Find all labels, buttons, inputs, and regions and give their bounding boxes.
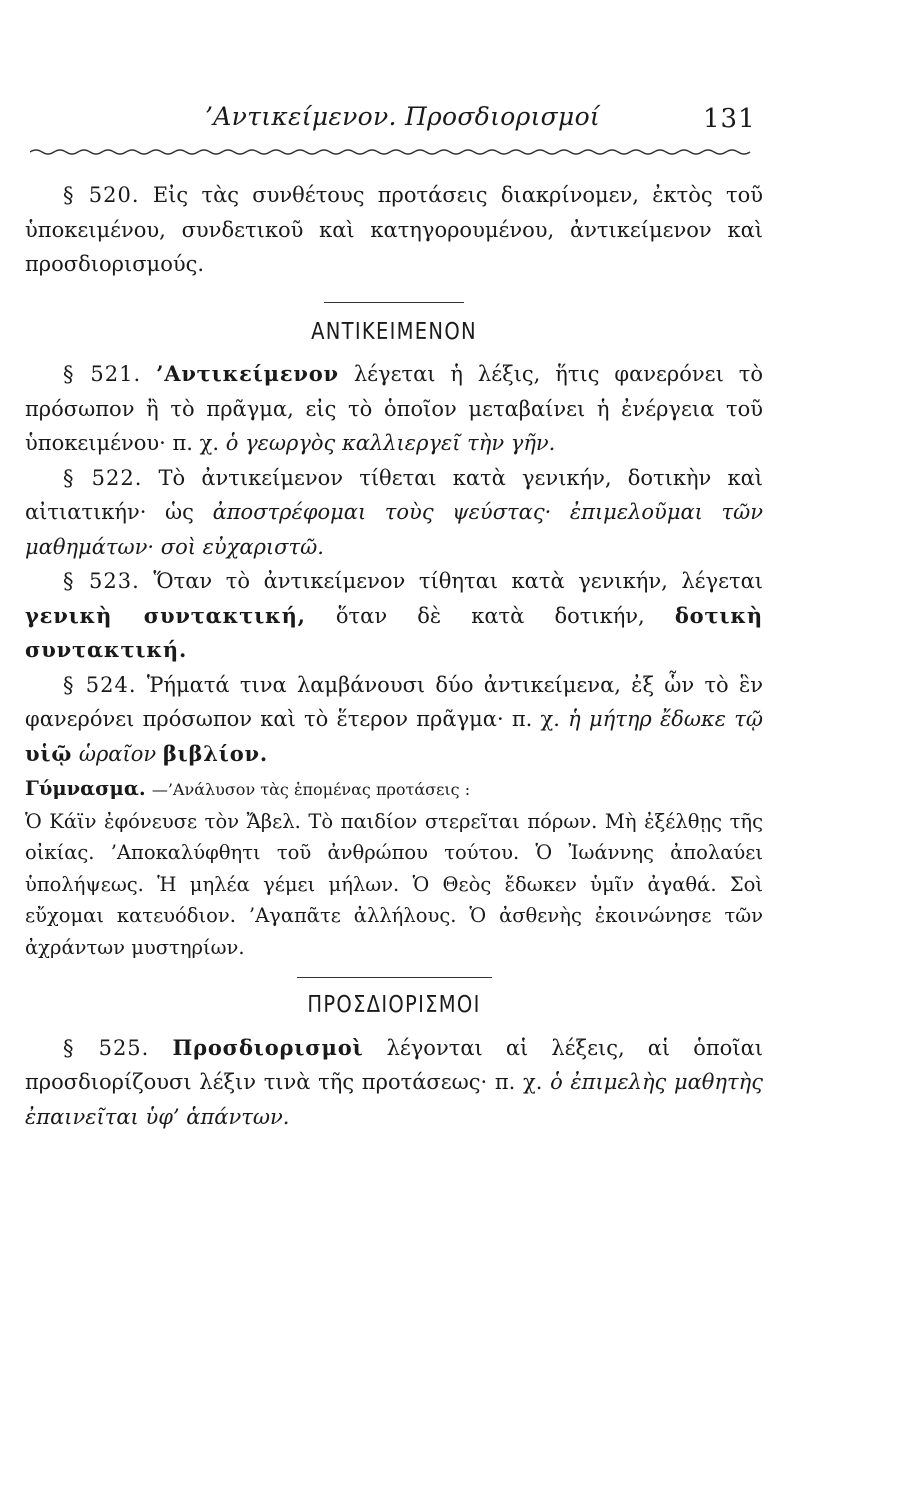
section-number: § 523. [63, 569, 140, 593]
paragraph-text: Εἰς τὰς συνθέτους προτάσεις διακρίνομεν, ἐκτὸς τοῦ ὑποκειμένου, συνδετικοῦ καὶ κατηγορουμένου, ἀντικείμενον καὶ προσδιορισμούς. [25, 183, 763, 276]
running-title: ’Αντικείμενον. Προσδιορισμοί [205, 102, 601, 131]
example-text: ὁ ἐπιμελὴς μαθητὴς ἐπαινεῖται ὑφ’ ἁπάντων. [25, 1070, 763, 1129]
heading-antikeimenon: ΑΝΤΙΚΕΙΜΕΝΟΝ [311, 318, 477, 345]
section-number: § 522. [63, 465, 143, 490]
paragraph-text: Ὅταν τὸ ἀντικείμενον τίθηται κατὰ γενικήν, λέγεται [153, 569, 763, 593]
paragraph-text: Τὸ ἀντικείμενον τίθεται κατὰ γενικήν, δοτικὴν καὶ αἰτιατικήν· ὡς [25, 465, 763, 524]
example-text: ὡραῖον [78, 741, 157, 766]
defined-term: γενικὴ συντακτική, [25, 602, 306, 628]
exercise-sentence: Τὸ παιδίον στερεῖται πόρων. [308, 809, 598, 833]
section-divider [324, 302, 464, 303]
paragraph-text: Ῥήματά τινα λαμβάνουσι δύο ἀντικείμενα, ἐξ ὧν τὸ ἓν φανερόνει πρόσωπον καὶ τὸ ἕτερον πρᾶγμα· π. χ. [25, 672, 764, 731]
paragraph-523 [25, 564, 763, 668]
paragraph-525 [25, 1031, 763, 1135]
paragraph-text: ὅταν δὲ κατὰ δοτικήν, [335, 603, 645, 628]
paragraph-521 [25, 357, 763, 461]
exercise-sentence: Σοὶ εὔχομαι κατευόδιον. [25, 872, 764, 927]
example-text: ἡ μήτηρ ἔδωκε τῷ [568, 707, 763, 731]
exercise-sentence: Ἡ μηλέα γέμει μήλων. [157, 872, 400, 896]
section-number: § 524. [63, 672, 137, 697]
paragraph-text: λέγεται ἡ λέξις, ἥτις φανερόνει τὸ πρόσωπον ἢ τὸ πρᾶγμα, εἰς τὸ ὁποῖον μεταβαίνει ἡ ἐνέργεια τοῦ ὑποκειμένου· π. χ. [25, 362, 763, 455]
heading-prosdiorismoi: ΠΡΟΣΔΙΟΡΙΣΜΟΙ [307, 992, 481, 1018]
example-text: ἀποστρέφομαι τοὺς ψεύστας· ἐπιμελοῦμαι τῶν μαθημάτων· σοὶ εὐχαριστῶ. [25, 500, 763, 559]
defined-term: Προσδιορισμοὶ [172, 1034, 364, 1060]
exercise-sentence: Ὁ Θεὸς ἔδωκεν ὑμῖν ἀγαθά. [412, 872, 717, 896]
paragraph-522 [25, 461, 763, 565]
exercise-label: Γύμνασμα. [25, 777, 146, 800]
example-emphasis: υἱῷ [25, 740, 73, 766]
exercise-block [25, 773, 763, 963]
exercise-sentence: Ὁ Ἰωάννης ἀπολαύει ὑπολήψεως. [25, 841, 763, 896]
exercise-sentence: ’Αποκαλύφθητι τοῦ ἀνθρώπου τούτου. [110, 841, 520, 864]
example-text: ὁ γεωργὸς καλλιεργεῖ τὴν γῆν. [225, 431, 556, 455]
example-emphasis: βιβλίον. [162, 740, 269, 766]
body-text [25, 178, 763, 1134]
exercise-intro: —’Ανάλυσον τὰς ἑπομένας προτάσεις : [151, 780, 471, 799]
paragraph-text: λέγονται αἱ λέξεις, αἱ ὁποῖαι προσδιορίζουσι λέξιν τινὰ τῆς προτάσεως· π. χ. [25, 1035, 763, 1094]
paragraph-524 [25, 668, 763, 772]
exercise-sentence: Ὁ ἀσθενὴς ἐκοινώνησε τῶν ἀχράντων μυστηρίων. [25, 904, 764, 959]
section-divider [297, 977, 492, 978]
running-head [0, 102, 897, 142]
paragraph-520 [25, 178, 763, 282]
section-number: § 521. [63, 362, 142, 386]
defined-term: δοτικὴ συντακτική. [25, 602, 763, 662]
exercise-sentence: ’Αγαπᾶτε ἀλλήλους. [248, 904, 457, 927]
exercise-sentence: Μὴ ἐξέλθῃς τῆς οἰκίας. [25, 809, 764, 864]
exercise-sentence: Ὁ Κάϊν ἐφόνευσε τὸν Ἄβελ. [25, 809, 301, 833]
section-number: § 520. [63, 183, 140, 207]
section-number: § 525. [63, 1035, 150, 1060]
defined-term: ’Αντικείμενον [156, 361, 339, 386]
page-number: 131 [703, 104, 756, 134]
wavy-rule [30, 140, 755, 164]
